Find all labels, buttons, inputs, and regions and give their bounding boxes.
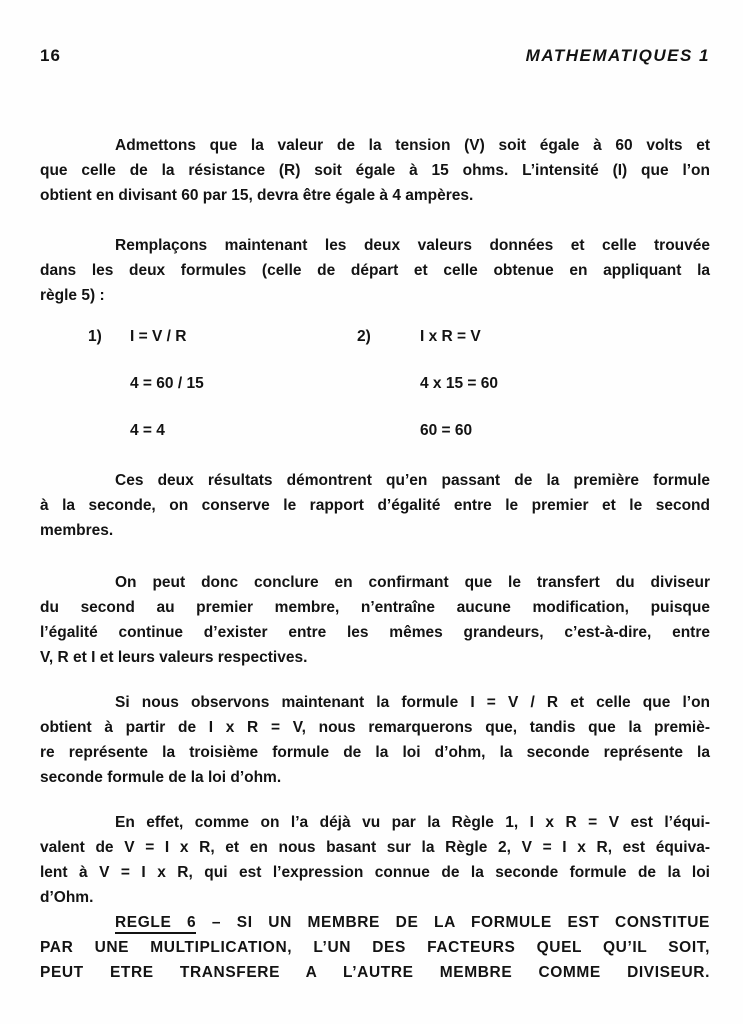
paragraph-4 bbox=[40, 570, 710, 670]
formula-right: 4 x 15 = 60 bbox=[420, 375, 498, 392]
formula-block bbox=[88, 324, 710, 443]
text-line: dans les deux formules (celle de départ et celle obtenue en appliquant la bbox=[40, 262, 710, 279]
rule-label: REGLE 6 bbox=[115, 914, 196, 934]
formula-row bbox=[88, 371, 710, 396]
formula-left: I = V / R bbox=[130, 328, 187, 345]
text-line: Ces deux résultats démontrent qu’en passant de la première formule bbox=[115, 472, 710, 489]
formula-list-number bbox=[88, 418, 130, 443]
text-line: d’Ohm. bbox=[40, 889, 94, 906]
text-line: l’égalité continue d’exister entre les mêmes grandeurs, c’est-à-dire, entre bbox=[40, 624, 710, 641]
text-line: obtient en divisant 60 par 15, devra être égale à 4 ampères. bbox=[40, 187, 474, 204]
page-number: 16 bbox=[40, 46, 61, 65]
paragraph-6 bbox=[40, 810, 710, 910]
formula-list-number bbox=[357, 371, 420, 396]
text-line: On peut donc conclure en confirmant que le transfert du diviseur bbox=[115, 574, 710, 591]
book-title: MATHEMATIQUES 1 bbox=[525, 46, 710, 65]
formula-row bbox=[88, 324, 710, 349]
text-line: que celle de la résistance (R) soit égale à 15 ohms. L’intensité (I) que l’on bbox=[40, 162, 710, 179]
text-line: obtient à partir de I x R = V, nous remarquerons que, tandis que la premiè- bbox=[40, 719, 710, 736]
formula-list-number bbox=[357, 418, 420, 443]
rule-text-start: – SI UN MEMBRE DE LA FORMULE EST CONSTITUE bbox=[196, 914, 710, 931]
paragraph-5 bbox=[40, 690, 710, 790]
formula-list-number: 2) bbox=[357, 328, 371, 345]
formula-right: I x R = V bbox=[420, 328, 481, 345]
text-line: Si nous observons maintenant la formule I = V / R et celle que l’on bbox=[115, 694, 710, 711]
formula-left: 4 = 60 / 15 bbox=[130, 375, 204, 392]
formula-left: 4 = 4 bbox=[130, 422, 165, 439]
text-line: valent de V = I x R, et en nous basant sur la Règle 2, V = I x R, est équiva- bbox=[40, 839, 710, 856]
page-header bbox=[40, 46, 710, 66]
formula-list-number: 1) bbox=[88, 328, 102, 345]
rule-paragraph bbox=[40, 910, 710, 985]
text-line: règle 5) : bbox=[40, 287, 105, 304]
paragraph-1 bbox=[40, 133, 710, 208]
text-line: du second au premier membre, n’entraîne aucune modification, puisque bbox=[40, 599, 710, 616]
text-line: PAR UNE MULTIPLICATION, L’UN DES FACTEURS QUEL QU’IL SOIT, bbox=[40, 939, 710, 956]
text-line: à la seconde, on conserve le rapport d’égalité entre le premier et le second bbox=[40, 497, 710, 514]
formula-row bbox=[88, 418, 710, 443]
text-line: re représente la troisième formule de la loi d’ohm, la seconde représente la bbox=[40, 744, 710, 761]
text-line: Admettons que la valeur de la tension (V) soit égale à 60 volts et bbox=[115, 137, 710, 154]
text-line: lent à V = I x R, qui est l’expression connue de la seconde formule de la loi bbox=[40, 864, 710, 881]
paragraph-2 bbox=[40, 233, 710, 308]
text-line: En effet, comme on l’a déjà vu par la Règle 1, I x R = V est l’équi- bbox=[115, 814, 710, 831]
paragraph-3 bbox=[40, 468, 710, 543]
text-line: seconde formule de la loi d’ohm. bbox=[40, 769, 282, 786]
text-line: V, R et I et leurs valeurs respectives. bbox=[40, 649, 308, 666]
text-line: membres. bbox=[40, 522, 114, 539]
text-line: Remplaçons maintenant les deux valeurs données et celle trouvée bbox=[115, 237, 710, 254]
formula-right: 60 = 60 bbox=[420, 422, 473, 439]
formula-list-number bbox=[88, 371, 130, 396]
text-line bbox=[40, 910, 710, 935]
text-line: PEUT ETRE TRANSFERE A L’AUTRE MEMBRE COMME DIVISEUR. bbox=[40, 964, 710, 981]
